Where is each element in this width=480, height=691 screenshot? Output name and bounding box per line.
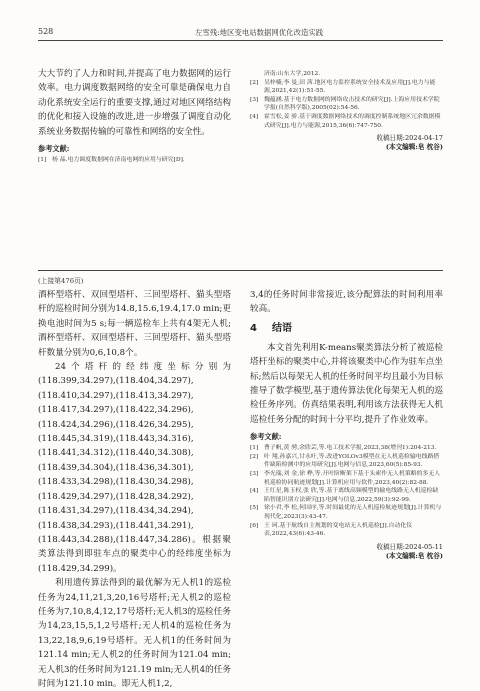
top-right-column	[250, 70, 443, 153]
conclusion-paragraph: 本文首先利用K-means聚类算法分析了被巡检塔杆坐标的聚类中心,并将该聚类中心作为驻车点坐标;然后以每架无人机的任务时间平均且最小为目标推导了数学模型,基于遗传算法优化每架无人机的巡检任务序列。仿真结果表明,利用该方法获得无人机巡检任务分配的时间十分平均,提升了作业效率。	[250, 342, 443, 425]
bottom-reference-list	[250, 444, 443, 539]
received-date-block	[250, 134, 443, 152]
body-paragraph: 酒杯型塔杆、双回型塔杆、三回型塔杆、猫头型塔杆的巡检时间分别为14.8,15.6,19.4,17.0 min;更换电池时间为5 s;每一辆巡检车上共有4架无人机;酒杯型塔杆、双回型塔杆、三回型塔杆、猫头型塔杆数量分别为0,6,10,8个。	[38, 290, 231, 358]
body-paragraph: 3,4的任务时间非常接近,该分配算法的时间利用率较高。	[250, 290, 443, 315]
reference-item: 济南:山东大学,2012.	[264, 71, 321, 77]
body-paragraph: 利用遗传算法得到的最优解为无人机1的巡检任务为24,11,21,3,20,16号塔杆;无人机2的巡检任务为7,10,8,4,12,17号塔杆;无人机3的巡检任务为14,23,15,5,1,2号塔杆;无人机4的巡检任务为13,22,18,9,6,19号塔杆。无人机1的任务时间为121.14 min;无人机2的任务时间为121.04 min;无人机3的任务时间为121.19 min;无人机4的任务时间为121.10 min。即无人机1,2,	[38, 578, 231, 689]
section-heading	[250, 322, 443, 336]
reference-item: [1] 曹子帆,黄 骋,余欣芸,等.电工技术学报,2023,38(增刊1):204-213.	[250, 445, 437, 452]
section-title: 结语	[272, 322, 292, 334]
reference-item: [4] 霍雪松,姜 骄.基于调度数据网络技术的调度控制系统地区冗余数据模式研究[J].电力与能源,2015,36(6):747-750.	[250, 113, 441, 129]
reference-item: [3] 李光瑞,刘 金,徐 桦,等.开叶阶断架下基于头索作无人机策略的多无人机巡检协同航迹规划[J].计算机应用与软件,2023,40(2):82-88.	[250, 471, 441, 486]
bottom-left-column	[38, 288, 231, 691]
received-date-block	[250, 543, 443, 561]
references-title: 参考文献:	[250, 432, 282, 442]
reference-item: [3] 魏蕴涵.基于电力数据网的网络攻击技术的研究[J].上海应用技术学院学报(自然科学版),2005(02):54-56.	[250, 96, 440, 112]
bottom-right-column	[250, 288, 443, 561]
reference-item: [2] 吴梓楠,李 曼,田 茜.地区电力监控系统安全技术及应用[J].电力与能源,2021,42(1):51-55.	[250, 79, 436, 95]
previous-article-paragraph: 大大节约了人力和时间,并提高了电力数据网的运行效率。电力调度数据网络的安全可靠是确保电力自动化系统安全运行的重要支撑,通过对地区网络结构的优化和接入设施的改进,进一步增强了调度自动化系统业务数据传输的可靠性和网络的安全性。	[38, 69, 231, 137]
reference-item: [1] 杨 晶.电力调度数据网在济南电网的应用与研究[D].	[38, 157, 185, 164]
running-head: 左雪残:地区变电站数据网优化改造实践	[195, 28, 324, 37]
section-number: 4	[250, 322, 257, 334]
received-date: 收稿日期:2024-04-17	[376, 134, 443, 143]
references-title: 参考文献:	[38, 144, 70, 154]
top-left-reference-list	[38, 156, 231, 165]
editor-note: (本文编辑:皂 枕谷)	[385, 143, 443, 152]
page-number: 528	[38, 27, 54, 36]
editor-note: (本文编辑:皂 枕谷)	[385, 551, 443, 560]
reference-item: [5] 徐小君,李 松,何国序,等.时间最优的无人机巡检航迹规划[J].计算机与现代化,2023(3):43-47.	[250, 505, 442, 520]
header-rule	[38, 40, 443, 41]
received-date: 收稿日期:2024-05-11	[376, 542, 443, 551]
top-left-column	[38, 67, 231, 165]
article-divider	[38, 270, 443, 271]
reference-item: [6] 王 珂.基于航线自主规划的变电站无人机巡检[J].自动化仪表,2022,43(6):43-46.	[250, 522, 413, 538]
reference-item: [4] 王红星,陈玉权,张 欣,等.基于离线高频模型的输电线路无人机巡检缺陷智能识别方法研究[J].电网与信息,2022,59(3):92-99.	[250, 488, 439, 503]
reference-item: [2] 叶 翔,孙嘉兴,甘永叶,等.改进YOLOv3模型在无人机巡检输电线路搭件缺陷检测中的应用研究[J].电网与信息,2023,60(5):85-93.	[250, 453, 440, 469]
body-paragraph: 24个塔杆的经纬度坐标分别为(118.399,34.297),(118.404,34.297),(118.410,34.297),(118.413,34.297),(118.417,34.297),(118.422,34.296),(118.424,34.296),(118.426,34.295),(118.445,34.319),(118.443,34.316),(118.441,34.312),(118.440,34.308),(118.439,34.304),(118.436,34.301),(118.433,34.298),(118.430,34.298),(118.429,34.297),(118.428,34.292),(118.431,34.297),(118.434,34.294),(118.438,34.293),(118.441,34.291),(118.443,34.288),(118.447,34.286)。根据聚类算法得到即驻车点的聚类中心的经纬度坐标为(118.429,34.299)。	[38, 362, 231, 574]
continued-note: (上接第476页)	[38, 277, 84, 285]
top-right-reference-list	[250, 70, 443, 130]
